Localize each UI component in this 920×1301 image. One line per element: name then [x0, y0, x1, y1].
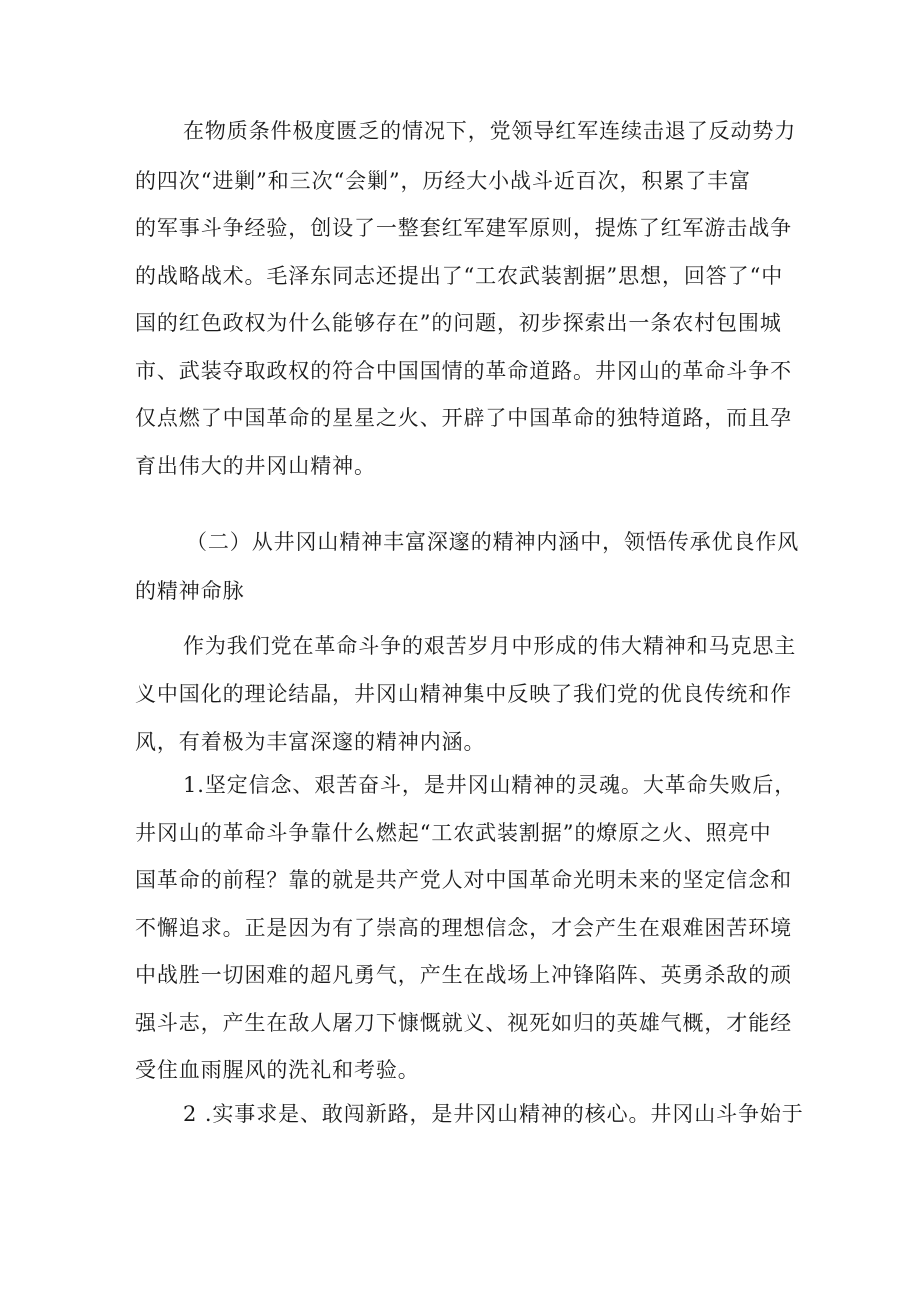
text-line: 不懈追求。正是因为有了崇高的理想信念，才会产生在艰难困苦环境: [135, 916, 792, 940]
text-line: 1.坚定信念、艰苦奋斗，是井冈山精神的灵魂。大革命失败后，: [183, 773, 797, 797]
text-line: 风，有着极为丰富深邃的精神内涵。: [135, 730, 486, 754]
text-line: 国革命的前程？靠的就是共产党人对中国革命光明未来的坚定信念和: [135, 868, 792, 892]
text-line: 市、武装夺取政权的符合中国国情的革命道路。井冈山的革命斗争不: [135, 359, 792, 383]
text-line: 作为我们党在革命斗争的艰苦岁月中形成的伟大精神和马克思主: [183, 634, 797, 658]
text-line: 的军事斗争经验，创设了一整套红军建军原则，提炼了红军游击战争: [135, 216, 792, 240]
section-heading-line: 的精神命脉: [135, 579, 245, 603]
text-line: 井冈山的革命斗争靠什么燃起“工农武装割据”的燎原之火、照亮中: [135, 821, 772, 845]
text-line: 在物质条件极度匮乏的情况下，党领导红军连续击退了反动势力: [183, 119, 797, 143]
text-line: 强斗志，产生在敌人屠刀下慷慨就义、视死如归的英雄气概，才能经: [135, 1011, 792, 1035]
section-heading-line: （二）从井冈山精神丰富深邃的精神内涵中，领悟传承优良作风: [186, 530, 800, 554]
text-line: 2 .实事求是、敢闯新路，是井冈山精神的核心。井冈山斗争始于: [183, 1102, 804, 1126]
text-line: 的战略战术。毛泽东同志还提出了“工农武装割据”思想，回答了“中: [135, 264, 784, 288]
text-line: 中战胜一切困难的超凡勇气，产生在战场上冲锋陷阵、英勇杀敌的顽: [135, 963, 792, 987]
text-line: 义中国化的理论结晶，井冈山精神集中反映了我们党的优良传统和作: [135, 682, 792, 706]
text-line: 国的红色政权为什么能够存在”的问题，初步探索出一条农村包围城: [135, 311, 782, 335]
text-line: 受住血雨腥风的洗礼和考验。: [135, 1058, 420, 1082]
text-line: 育出伟大的井冈山精神。: [135, 454, 376, 478]
text-line: 仅点燃了中国革命的星星之火、开辟了中国革命的独特道路，而且孕: [135, 406, 792, 430]
text-line: 的四次“进剿”和三次“会剿”，历经大小战斗近百次，积累了丰富: [135, 169, 751, 193]
